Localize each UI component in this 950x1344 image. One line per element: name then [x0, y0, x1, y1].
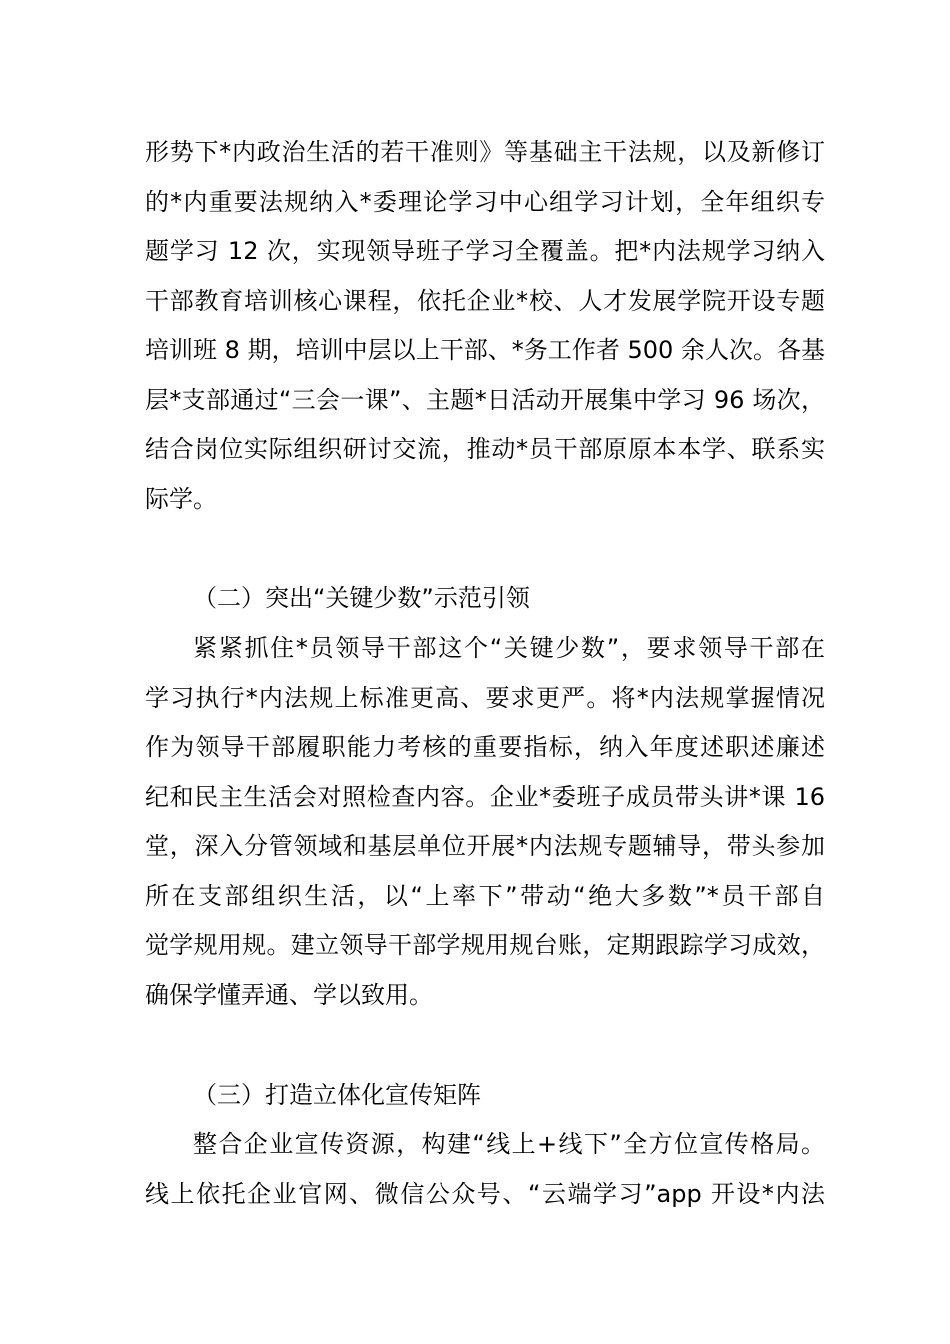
paragraph-line: 纪和民主生活会对照检查内容。企业*委班子成员带头讲*课 16 [145, 783, 825, 811]
section-heading: （二）突出“关键少数”示范引领 [193, 584, 530, 612]
paragraph-line: 学习执行*内法规上标准更高、要求更严。将*内法规掌握情况 [145, 684, 825, 712]
paragraph-line: 堂，深入分管领域和基层单位开展*内法规专题辅导，带头参加 [145, 832, 825, 860]
paragraph-line: 际学。 [145, 485, 217, 513]
paragraph-line: 线上依托企业官网、微信公众号、“云端学习”app 开设*内法 [145, 1180, 825, 1208]
paragraph-line: 觉学规用规。建立领导干部学规用规台账，定期跟踪学习成效， [145, 931, 825, 959]
paragraph-line: 紧紧抓住*员领导干部这个“关键少数”，要求领导干部在 [193, 634, 825, 662]
paragraph-line: 结合岗位实际组织研讨交流，推动*员干部原原本本学、联系实 [145, 435, 825, 463]
paragraph-line: 培训班 8 期，培训中层以上干部、*务工作者 500 余人次。各基 [145, 336, 825, 364]
paragraph-line: 作为领导干部履职能力考核的重要指标，纳入年度述职述廉述 [145, 733, 825, 761]
paragraph-line: 题学习 12 次，实现领导班子学习全覆盖。把*内法规学习纳入 [145, 237, 825, 265]
paragraph-line: 所在支部组织生活，以“上率下”带动“绝大多数”*员干部自 [145, 882, 825, 910]
paragraph-line: 的*内重要法规纳入*委理论学习中心组学习计划，全年组织专 [145, 188, 825, 216]
paragraph-line: 确保学懂弄通、学以致用。 [145, 981, 433, 1009]
paragraph-line: 整合企业宣传资源，构建“线上+线下”全方位宣传格局。 [193, 1130, 825, 1158]
paragraph-line: 层*支部通过“三会一课”、主题*日活动开展集中学习 96 场次， [145, 386, 825, 414]
section-heading: （三）打造立体化宣传矩阵 [193, 1081, 481, 1109]
paragraph-line: 形势下*内政治生活的若干准则》等基础主干法规，以及新修订 [145, 138, 825, 166]
paragraph-line: 干部教育培训核心课程，依托企业*校、人才发展学院开设专题 [145, 287, 825, 315]
